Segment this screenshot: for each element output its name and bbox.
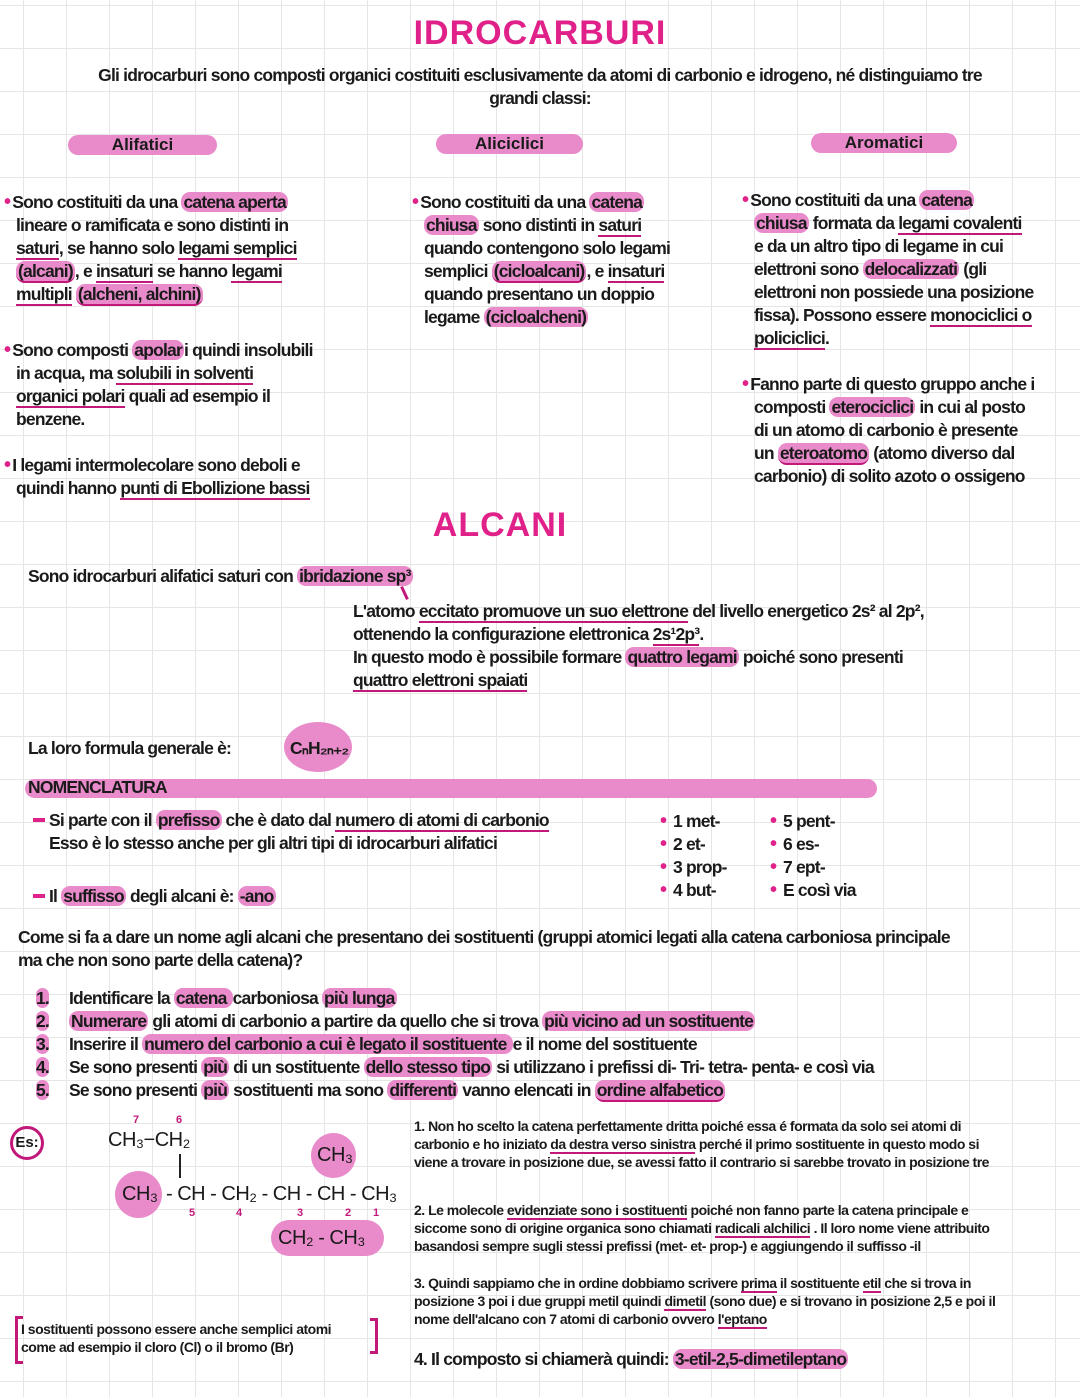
list-item (660, 833, 727, 856)
highlighted-text: apolar (134, 340, 182, 360)
text: il sostituente (776, 1275, 863, 1291)
text: Sono costituiti da una (420, 192, 590, 212)
text-line (49, 832, 549, 855)
text: sostituenti ma sono (229, 1080, 388, 1100)
carbon-number: 5 (189, 1207, 196, 1219)
highlighted-text: suffisso (63, 886, 124, 906)
aromatici-p2 (742, 373, 1034, 488)
formula-label: La loro formula generale è: (28, 738, 232, 758)
list-text: 7 ept- (782, 857, 825, 877)
highlighted-text: quattro legami (627, 647, 737, 667)
text: Sono composti (12, 340, 133, 360)
text-line (412, 283, 670, 306)
list-item (770, 879, 856, 902)
highlighted-text: legami (231, 261, 282, 281)
highlighted-text: 2s¹2p³ (652, 624, 700, 644)
text: composti (754, 397, 830, 417)
text: i quindi insolubili (183, 340, 313, 360)
text-line (414, 1237, 989, 1255)
text-line (412, 191, 670, 214)
question (18, 926, 950, 972)
chem-main-chain: - CH - CH₂ - CH - CH - CH₃ (166, 1183, 397, 1205)
highlighted-text: saturi (598, 215, 642, 235)
list-text: 6 es- (782, 834, 819, 854)
text: carbonio e ho iniziato (414, 1136, 551, 1152)
text: Fanno parte di questo gruppo anche i (750, 374, 1035, 394)
list-item (660, 810, 727, 833)
text: di un sostituente (229, 1057, 364, 1077)
bullet-icon: • (660, 856, 671, 878)
highlighted-text: (alcheni, alchini) (77, 284, 201, 304)
alcani-explanation (353, 600, 924, 692)
text: L'atomo (353, 601, 419, 621)
text: carboniosa (232, 988, 323, 1008)
text-line (742, 327, 1033, 350)
text: Il (49, 886, 62, 906)
note-1 (414, 1117, 989, 1171)
text-line (414, 1117, 989, 1135)
dash-icon (33, 818, 45, 822)
general-formula: CₙH₂ₙ₊₂ (290, 738, 349, 758)
text-line (353, 623, 924, 646)
text: (sono due) e si trovano in posizione 2,5 e poi il (706, 1293, 996, 1309)
list-text: 1 met- (672, 811, 720, 831)
bullet-icon: • (4, 454, 11, 476)
text: poiché sono presenti (738, 647, 903, 667)
chem-methyl: CH₃ (317, 1144, 353, 1166)
bond-line (179, 1154, 181, 1178)
text-line (742, 396, 1034, 419)
alifatici-p3 (4, 454, 310, 500)
prefix-rule (49, 809, 549, 855)
text: Esso è lo stesso anche per gli altri tipi di idrocarburi alifatici (49, 833, 498, 853)
aliciclici-p1 (412, 191, 670, 329)
highlighted-text: (alcani) (18, 261, 73, 281)
class-aromatici: Aromatici (811, 133, 957, 153)
highlighted-text: catena (591, 192, 643, 212)
text-line (742, 212, 1033, 235)
highlighted-text: eteroatomo (779, 443, 868, 463)
highlighted-text: legami covalenti (898, 213, 1022, 233)
highlighted-text: eterociclici (831, 397, 914, 417)
text: Sono idrocarburi alifatici saturi con (28, 566, 298, 586)
text-line (4, 362, 313, 385)
text: che è dato dal (221, 810, 336, 830)
list-text: 4 but- (672, 880, 716, 900)
text-line (414, 1310, 995, 1328)
text-line (414, 1219, 989, 1237)
bullet-icon: • (770, 833, 781, 855)
text-line (353, 669, 924, 692)
text-line (49, 885, 276, 908)
text-line (4, 339, 313, 362)
highlighted-text: l'eptano (717, 1311, 767, 1327)
text: sono distinti in (478, 215, 599, 235)
highlighted-text: da destra verso sinistra (550, 1136, 696, 1152)
highlighted-text: più lunga (324, 988, 395, 1008)
list-item (770, 833, 856, 856)
text: , e (586, 261, 608, 281)
text: I legami intermolecolare sono deboli e (12, 455, 300, 475)
alcani-definition (28, 565, 413, 588)
bullet-icon: • (4, 339, 11, 361)
text: se hanno (152, 261, 232, 281)
list-item (36, 1033, 49, 1056)
text: 2. Le molecole (414, 1202, 507, 1218)
text: siccome sono di origine organica sono chiamati (414, 1220, 715, 1236)
text: quando contengono solo legami (424, 238, 671, 258)
text-line (353, 600, 924, 623)
note-3 (414, 1274, 995, 1328)
text-line (412, 306, 670, 329)
bullet-icon: • (660, 833, 671, 855)
text: 3. Quindi sappiamo che in ordine dobbiamo scrivere (414, 1275, 741, 1291)
highlighted-text: quattro elettroni spaiati (353, 670, 528, 690)
alifatici-p2 (4, 339, 313, 431)
highlighted-text: etil (862, 1275, 881, 1291)
list-text: 2 et- (672, 834, 705, 854)
highlighted-text: solubili in solventi (116, 363, 254, 383)
highlighted-text: -ano (239, 886, 274, 906)
text-line (742, 442, 1034, 465)
text: . (699, 624, 704, 644)
carbon-number: 4 (236, 1207, 243, 1219)
bullet-icon: • (660, 879, 671, 901)
highlighted-text: ibridazione sp³ (299, 566, 411, 586)
text: (atomo diverso dal (869, 443, 1015, 463)
text-line (4, 454, 310, 477)
text: si utilizzano i prefissi di- Tri- tetra- penta- e così via (492, 1057, 874, 1077)
highlighted-text: più vicino ad un sostituente (544, 1011, 754, 1031)
list-item (36, 1056, 49, 1079)
text: vanno elencati in (458, 1080, 595, 1100)
text-line (69, 1033, 874, 1056)
highlighted-text: chiusa (756, 213, 807, 233)
text-line (4, 283, 297, 306)
list-text: 4. (36, 1057, 49, 1077)
intro-line: Gli idrocarburi sono composti organici costituiti esclusivamente da atomi di carbonio e idrogeno, né distinguiamo tre (98, 65, 982, 85)
list-item (660, 856, 727, 879)
side-note-line: I sostituenti possono essere anche semplici atomi (21, 1321, 332, 1337)
text: e il nome del sostituente (512, 1034, 697, 1054)
alifatici-p1 (4, 191, 297, 306)
chem-top: CH₃−CH₂ (108, 1129, 190, 1151)
bullet-icon: • (770, 810, 781, 832)
text-line (353, 646, 924, 669)
list-text: 3 prop- (672, 857, 727, 877)
suffix-rule (49, 885, 276, 908)
text: degli alcani è: (125, 886, 238, 906)
text: ottenendo la configurazione elettronica (353, 624, 653, 644)
text-line (4, 260, 297, 283)
bracket-right (370, 1318, 378, 1354)
class-alifatici: Alifatici (68, 135, 217, 155)
text-line (742, 419, 1034, 442)
carbon-number: 7 (133, 1114, 140, 1126)
text: (gli (959, 259, 987, 279)
bullet-icon: • (770, 856, 781, 878)
text: poiché non fanno parte la catena principale e (687, 1202, 969, 1218)
text-line (742, 304, 1033, 327)
intro-line: grandi classi: (489, 88, 591, 108)
highlighted-text: dimetil (664, 1293, 707, 1309)
text: posizione 3 poi i due gruppi metil quindi (414, 1293, 665, 1309)
text-line (69, 1079, 874, 1102)
carbon-number: 6 (176, 1114, 183, 1126)
text-line (4, 191, 297, 214)
text-line (414, 1274, 995, 1292)
final-name (414, 1348, 848, 1371)
text: gli atomi di carbonio a partire da quello che si trova (148, 1011, 543, 1031)
text-line (742, 465, 1034, 488)
list-text: 1. (36, 988, 49, 1008)
bullet-icon: • (770, 879, 781, 901)
list-item (36, 1010, 49, 1033)
highlighted-text: catena (921, 190, 973, 210)
intro (0, 64, 1080, 110)
text-line (69, 1010, 874, 1033)
bullet-icon: • (412, 191, 419, 213)
side-note (21, 1320, 331, 1356)
steps (69, 987, 874, 1102)
highlighted-text: (cicloalcheni) (485, 307, 587, 327)
highlighted-text: delocalizzati (864, 259, 958, 279)
text-line (49, 809, 549, 832)
text: benzene. (16, 409, 85, 429)
dash-icon (33, 894, 45, 898)
highlighted-text: numero del carbonio a cui è legato il sostituente (144, 1034, 511, 1054)
text-line (4, 237, 297, 260)
text: , e (74, 261, 96, 281)
example-label: Es: (10, 1126, 44, 1160)
carbon-number: 1 (373, 1207, 380, 1219)
text: Inserire il (69, 1034, 143, 1054)
highlighted-text: organici polari (16, 386, 125, 406)
text: lineare o ramificata e sono distinti in (16, 215, 289, 235)
prefix-list-a (660, 810, 727, 902)
bullet-icon: • (660, 810, 671, 832)
text-line (412, 237, 670, 260)
text: formata da (808, 213, 899, 233)
text-line (69, 987, 874, 1010)
highlighted-text: legami semplici (178, 238, 297, 258)
text-line (4, 385, 313, 408)
page-title: IDROCARBURI (413, 14, 667, 52)
highlighted-text: prima (740, 1275, 777, 1291)
text: che si trova in (880, 1275, 971, 1291)
text: basandosi sempre sugli stessi prefissi (met- et- prop-) e aggiungendo il suffisso -il (414, 1238, 921, 1254)
highlighted-text: 3-etil-2,5-dimetileptano (674, 1349, 847, 1369)
text-line (4, 214, 297, 237)
list-item (36, 1079, 49, 1102)
side-note-line: come ad esempio il cloro (Cl) o il bromo (Br) (21, 1339, 294, 1355)
text: , se hanno solo (58, 238, 179, 258)
chem-ethyl: CH₂ - CH₃ (278, 1227, 365, 1249)
question-line: ma che non sono parte della catena)? (18, 950, 303, 970)
prefix-list-b (770, 810, 856, 902)
highlighted-text: più (203, 1057, 228, 1077)
text: elettroni non possiede una posizione (754, 282, 1034, 302)
text: legame (424, 307, 484, 327)
text-line (414, 1292, 995, 1310)
text: quando presentano un doppio (424, 284, 655, 304)
list-item (770, 856, 856, 879)
text: 1. Non ho scelto la catena perfettamente dritta poiché essa é formata da solo sei atomi di (414, 1118, 962, 1134)
text: quindi hanno (16, 478, 121, 498)
text-line (28, 565, 413, 588)
step-numbers (36, 987, 49, 1102)
text: perché il primo sostituente in questo modo si (695, 1136, 979, 1152)
list-text: 3. (36, 1034, 49, 1054)
highlighted-text: saturi (16, 238, 59, 258)
text: semplici (424, 261, 492, 281)
list-item (660, 879, 727, 902)
text: un (754, 443, 778, 463)
text-line (4, 408, 313, 431)
text: quali ad esempio il (124, 386, 271, 406)
text: Sono costituiti da una (12, 192, 182, 212)
highlighted-text: (cicloalcani) (493, 261, 585, 281)
text: . Il loro nome viene attribuito (810, 1220, 990, 1236)
highlighted-text: più (203, 1080, 228, 1100)
text-line (414, 1348, 848, 1371)
carbon-number: 2 (345, 1207, 352, 1219)
highlighted-text: Numerare (71, 1011, 147, 1031)
text: e da un altro tipo di legame in cui (754, 236, 1004, 256)
question-line: Come si fa a dare un nome agli alcani che presentano dei sostituenti (gruppi atomici legati alla catena carboniosa principale (18, 927, 950, 947)
text: Identificare la (69, 988, 174, 1008)
text: Si parte con il (49, 810, 156, 830)
highlighted-text: radicali alchilici (714, 1220, 811, 1236)
highlighted-text: insaturi (96, 261, 153, 281)
highlighted-text: multipli (16, 284, 72, 304)
class-aliciclici: Aliciclici (436, 134, 583, 154)
nomenclatura-heading: NOMENCLATURA (28, 777, 167, 797)
text: carbonio) di solito azoto o ossigeno (754, 466, 1025, 486)
text: Se sono presenti (69, 1057, 202, 1077)
highlighted-text: eccitato promuove un suo elettrone (418, 601, 689, 621)
bullet-icon: • (742, 189, 749, 211)
highlighted-text: dello stesso tipo (365, 1057, 491, 1077)
text-line (69, 1056, 874, 1079)
text: del livello energetico 2s² al 2p², (688, 601, 924, 621)
arrow-icon (400, 586, 409, 600)
text-line (414, 1201, 989, 1219)
highlighted-text: policiclici (754, 328, 825, 348)
text: 4. Il composto si chiamerà quindi: (414, 1349, 673, 1369)
highlighted-text: numero di atomi di carbonio (335, 810, 549, 830)
text-line (742, 373, 1034, 396)
highlighted-text: punti di Ebollizione bassi (120, 478, 310, 498)
aromatici-p1 (742, 189, 1033, 350)
note-2 (414, 1201, 989, 1255)
text: viene a trovare in posizione due, se avessi fatto il contrario si sarebbe trovato in posizione tre (414, 1154, 989, 1170)
text-line (742, 235, 1033, 258)
list-item (770, 810, 856, 833)
highlighted-text: catena (175, 988, 231, 1008)
list-text: E così via (782, 880, 856, 900)
text-line (412, 214, 670, 237)
highlighted-text: differenti (389, 1080, 457, 1100)
text-line (412, 260, 670, 283)
text-line (414, 1153, 989, 1171)
text: Sono costituiti da una (750, 190, 920, 210)
carbon-number: 3 (297, 1207, 304, 1219)
text-line (4, 477, 310, 500)
text: in cui al posto (915, 397, 1026, 417)
alcani-title: ALCANI (432, 506, 568, 544)
text-line (742, 281, 1033, 304)
highlighted-text: evidenziate sono i sostituenti (506, 1202, 688, 1218)
bullet-icon: • (4, 191, 11, 213)
chem-main-left: CH₃ (122, 1183, 158, 1205)
highlighted-text: chiusa (426, 215, 477, 235)
text-line (742, 258, 1033, 281)
list-text: 2. (36, 1011, 49, 1031)
text-line (414, 1135, 989, 1153)
list-item (36, 987, 49, 1010)
text: di un atomo di carbonio è presente (754, 420, 1018, 440)
list-text: 5. (36, 1080, 49, 1100)
text: fissa). Possono essere (754, 305, 931, 325)
text: In questo modo è possibile formare (353, 647, 626, 667)
text: . (824, 328, 830, 348)
text: nome dell'alcano con 7 atomi di carbonio ovvero (414, 1311, 718, 1327)
text-line (742, 189, 1033, 212)
text: in acqua, ma (16, 363, 117, 383)
text: elettroni sono (754, 259, 863, 279)
highlighted-text: prefisso (157, 810, 220, 830)
highlighted-text: monociclici o (930, 305, 1032, 325)
highlighted-text: catena aperta (183, 192, 286, 212)
highlighted-text: insaturi (607, 261, 665, 281)
text: Se sono presenti (69, 1080, 202, 1100)
list-text: 5 pent- (782, 811, 835, 831)
bullet-icon: • (742, 373, 749, 395)
highlighted-text: ordine alfabetico (596, 1080, 724, 1100)
